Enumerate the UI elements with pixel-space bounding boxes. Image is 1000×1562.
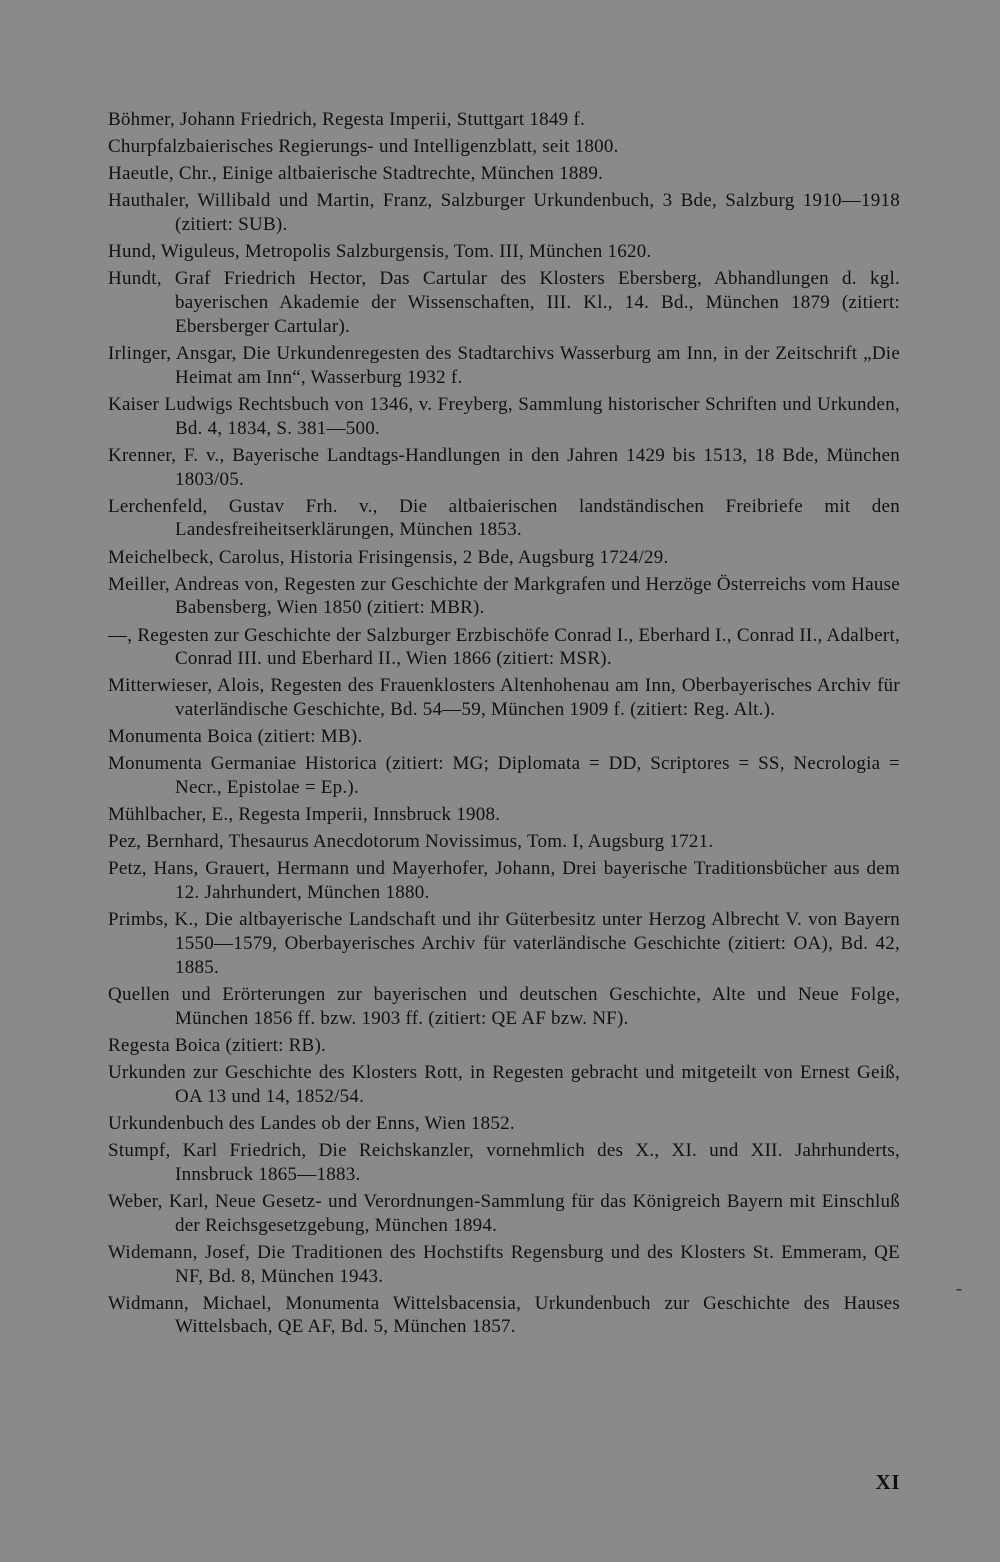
margin-mark: - — [956, 1278, 962, 1298]
bibliography-entry: Quellen und Erörterungen zur bayerischen und deutschen Geschichte, Alte und Neue Folge, München 1856 ff. bzw. 1903 ff. (zitiert: QE AF bzw. NF). — [108, 984, 900, 1029]
bibliography-entry: Hund, Wiguleus, Metropolis Salzburgensis, Tom. III, München 1620. — [108, 241, 652, 263]
bibliography-entry: Haeutle, Chr., Einige altbaierische Stadtrechte, München 1889. — [108, 163, 604, 185]
bibliography-entry: —, Regesten zur Geschichte der Salzburger Erzbischöfe Conrad I., Eberhard I., Conrad II., Adalbert, Conrad III. und Eberhard II., Wien 1866 (zitiert: MSR). — [108, 624, 900, 670]
bibliography-entry: Lerchenfeld, Gustav Frh. v., Die altbaierischen landständischen Freibriefe mit den Landesfreiheitserklärungen, München 1853. — [108, 495, 900, 541]
bibliography-entry: Meiller, Andreas von, Regesten zur Geschichte der Markgrafen und Herzöge Österreichs vom Hause Babensberg, Wien 1850 (zitiert: MBR). — [108, 573, 900, 619]
bibliography-entry: Pez, Bernhard, Thesaurus Anecdotorum Novissimus, Tom. I, Augsburg 1721. — [108, 831, 714, 853]
bibliography-entry: Monumenta Boica (zitiert: MB). — [108, 726, 363, 748]
bibliography-entry: Mühlbacher, E., Regesta Imperii, Innsbruck 1908. — [108, 804, 501, 826]
bibliography-entry: Monumenta Germaniae Historica (zitiert: MG; Diplomata = DD, Scriptores = SS, Necrologia = Necr., Epistolae = Ep.). — [108, 753, 900, 799]
bibliography-entry: Böhmer, Johann Friedrich, Regesta Imperii, Stuttgart 1849 f. — [108, 109, 586, 130]
bibliography-entry: Petz, Hans, Grauert, Hermann und Mayerhofer, Johann, Drei bayerische Traditionsbücher aus dem 12. Jahrhundert, München 1880. — [108, 858, 900, 904]
bibliography-entry: Hundt, Graf Friedrich Hector, Das Cartular des Klosters Ebersberg, Abhandlungen d. kgl. bayerischen Akademie der Wissenschaften, III. Kl., 14. Bd., München 1879 (zitiert: Ebersberger Cartular). — [108, 268, 900, 337]
bibliography-entry: Meichelbeck, Carolus, Historia Frisingensis, 2 Bde, Augsburg 1724/29. — [108, 546, 669, 568]
bibliography-entry: Weber, Karl, Neue Gesetz- und Verordnungen-Sammlung für das Königreich Bayern mit Einschluß der Reichsgesetzgebung, München 1894. — [108, 1190, 900, 1236]
bibliography-entry: Widmann, Michael, Monumenta Wittelsbacensia, Urkundenbuch zur Geschichte des Hauses Wittelsbach, QE AF, Bd. 5, München 1857. — [108, 1292, 900, 1338]
bibliography-entry: Urkunden zur Geschichte des Klosters Rott, in Regesten gebracht und mitgeteilt von Ernest Geiß, OA 13 und 14, 1852/54. — [108, 1062, 900, 1107]
bibliography-entry: Churpfalzbaierisches Regierungs- und Intelligenzblatt, seit 1800. — [108, 136, 619, 158]
bibliography-entry: Krenner, F. v., Bayerische Landtags-Handlungen in den Jahren 1429 bis 1513, 18 Bde, München 1803/05. — [108, 444, 900, 490]
bibliography-entry: Stumpf, Karl Friedrich, Die Reichskanzler, vornehmlich des X., XI. und XII. Jahrhunderts, Innsbruck 1865—1883. — [108, 1140, 900, 1185]
bibliography-entry: Urkundenbuch des Landes ob der Enns, Wien 1852. — [108, 1112, 515, 1134]
bibliography-entry: Primbs, K., Die altbayerische Landschaft und ihr Güterbesitz unter Herzog Albrecht V. von Bayern 1550—1579, Oberbayerisches Archiv für vaterländische Geschichte (zitiert: OA), Bd. 42, 1885. — [108, 909, 900, 978]
bibliography-entry: Kaiser Ludwigs Rechtsbuch von 1346, v. Freyberg, Sammlung historischer Schriften und Urkunden, Bd. 4, 1834, S. 381—500. — [108, 393, 900, 439]
bibliography-entry: Mitterwieser, Alois, Regesten des Frauenklosters Altenhohenau am Inn, Oberbayerisches Archiv für vaterländische Geschichte, Bd. 54—59, München 1909 f. (zitiert: Reg. Alt.). — [108, 675, 900, 721]
bibliography-entry: Regesta Boica (zitiert: RB). — [108, 1034, 327, 1056]
bibliography-list — [108, 108, 900, 1343]
bibliography-entry: Hauthaler, Willibald und Martin, Franz, Salzburger Urkundenbuch, 3 Bde, Salzburg 1910—1918 (zitiert: SUB). — [108, 190, 900, 236]
bibliography-entry: Irlinger, Ansgar, Die Urkundenregesten des Stadtarchivs Wasserburg am Inn, in der Zeitschrift „Die Heimat am Inn“, Wasserburg 1932 f. — [108, 342, 900, 388]
page-number: XI — [875, 1470, 900, 1494]
bibliography-entry: Widemann, Josef, Die Traditionen des Hochstifts Regensburg und des Klosters St. Emmeram, QE NF, Bd. 8, München 1943. — [108, 1241, 900, 1287]
